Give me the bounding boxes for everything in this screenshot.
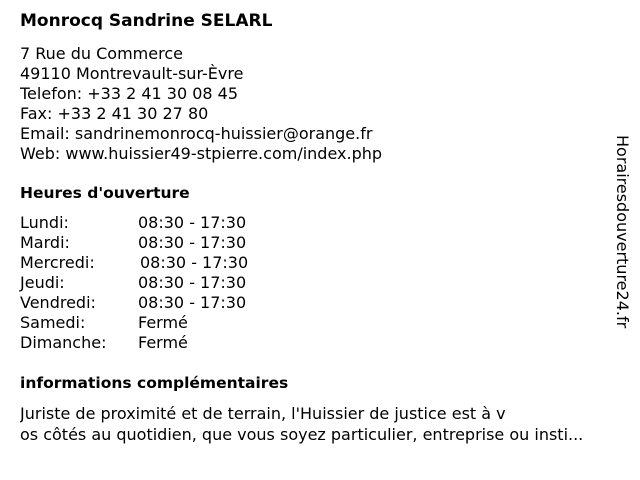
hours-value: Fermé [138, 333, 188, 352]
opening-hours-heading: Heures d'ouverture [20, 184, 190, 202]
day-label: Mardi: [20, 233, 70, 252]
address-street: 7 Rue du Commerce [20, 44, 183, 63]
day-label: Jeudi: [20, 273, 65, 292]
phone-number: Telefon: +33 2 41 30 08 45 [20, 84, 239, 103]
hours-value: 08:30 - 17:30 [138, 273, 247, 292]
day-label: Mercredi: [20, 253, 95, 272]
day-label: Vendredi: [20, 293, 96, 312]
website-url: Web: www.huissier49-stpierre.com/index.php [20, 144, 383, 163]
hours-value: Fermé [138, 313, 188, 332]
day-label: Samedi: [20, 313, 86, 332]
hours-value: 08:30 - 17:30 [140, 253, 249, 272]
email-address: Email: sandrinemonrocq-huissier@orange.fr [20, 124, 373, 143]
business-name: Monrocq Sandrine SELARL [20, 11, 273, 31]
day-label: Lundi: [20, 213, 69, 232]
site-watermark [610, 135, 634, 375]
fax-number: Fax: +33 2 41 30 27 80 [20, 104, 209, 123]
address-city: 49110 Montrevault-sur-Èvre [20, 64, 244, 83]
hours-value: 08:30 - 17:30 [138, 233, 247, 252]
watermark-text: Horairesdouverture24.fr [613, 135, 632, 329]
additional-info-text [20, 403, 632, 445]
additional-info-heading: informations complémentaires [20, 374, 289, 392]
hours-value: 08:30 - 17:30 [138, 213, 247, 232]
hours-value: 08:30 - 17:30 [138, 293, 247, 312]
day-label: Dimanche: [20, 333, 107, 352]
additional-info-line-2: os côtés au quotidien, que vous soyez particulier, entreprise ou insti... [20, 425, 584, 444]
additional-info-line-1: Juriste de proximité et de terrain, l'Huissier de justice est à v [20, 404, 506, 423]
contact-block [20, 44, 382, 164]
